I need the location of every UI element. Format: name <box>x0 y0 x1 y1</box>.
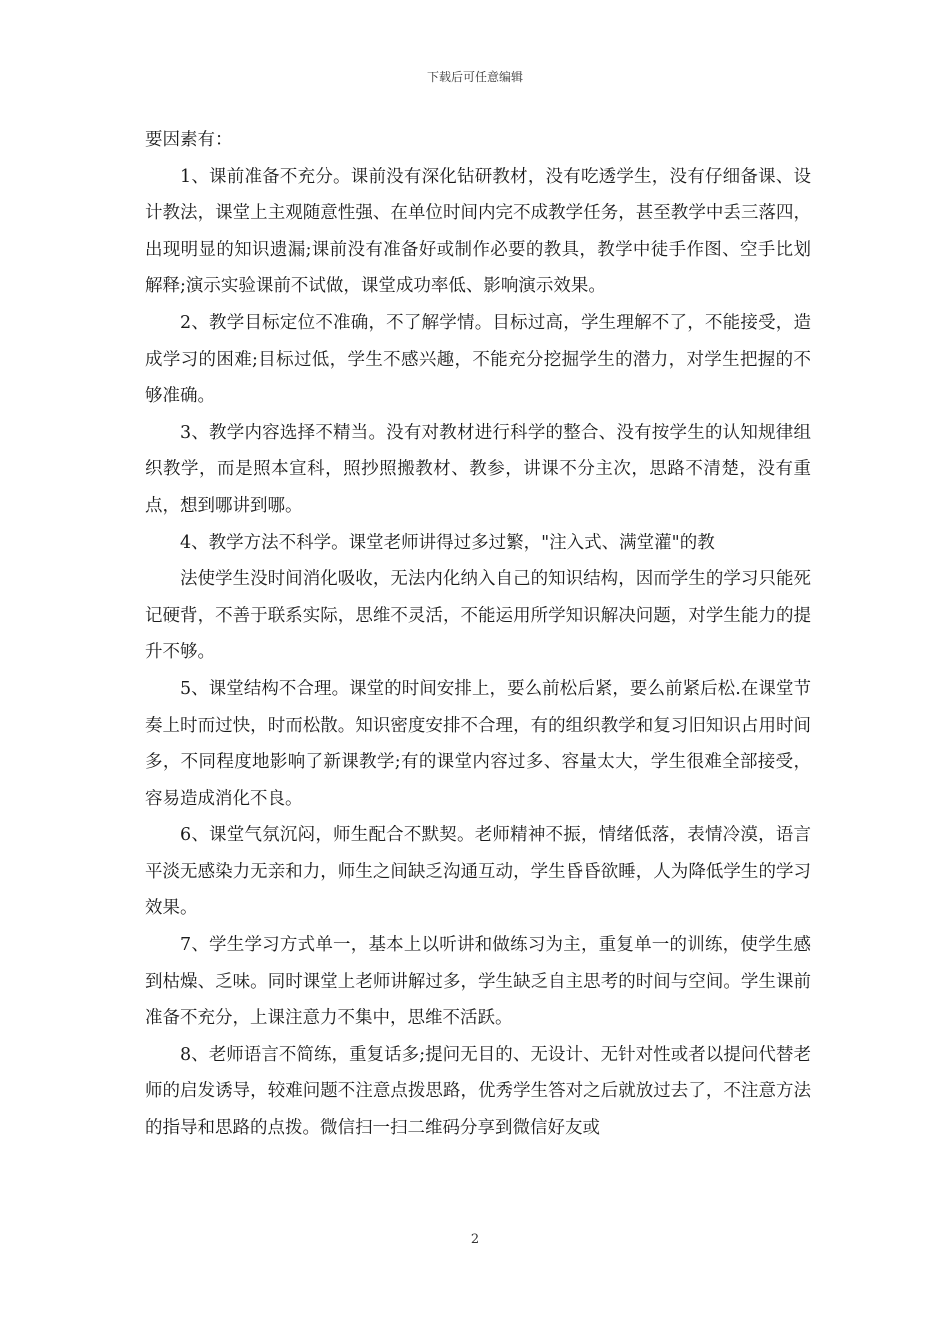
paragraph-2: 2、教学目标定位不准确，不了解学情。目标过高，学生理解不了，不能接受，造成学习的困难;目标过低，学生不感兴趣，不能充分挖掘学生的潜力，对学生把握的不够准确。 <box>145 312 811 407</box>
paragraph-8: 8、老师语言不简练，重复话多;提问无目的、无设计、无针对性或者以提问代替老师的启发诱导，较难问题不注意点拨思路，优秀学生答对之后就放过去了，不注意方法的指导和思路的点拨。微信扫一扫二维码分享到微信好友或 <box>145 1044 811 1139</box>
page-number: 2 <box>470 1232 480 1247</box>
paragraph-4-continued: 法使学生没时间消化吸收，无法内化纳入自己的知识结构，因而学生的学习只能死记硬背，不善于联系实际，思维不灵活，不能运用所学知识解决问题，对学生能力的提升不够。 <box>145 569 811 663</box>
paragraph-6: 6、课堂气氛沉闷，师生配合不默契。老师精神不振，情绪低落，表情冷漠，语言平淡无感染力无亲和力，师生之间缺乏沟通互动，学生昏昏欲睡，人为降低学生的学习效果。 <box>145 825 811 919</box>
paragraph-1: 1、课前准备不充分。课前没有深化钻研教材，没有吃透学生，没有仔细备课、设计教法，课堂上主观随意性强、在单位时间内完不成教学任务，甚至教学中丢三落四，出现明显的知识遗漏;课前没有准备好或制作必要的教具，教学中徒手作图、空手比划解释;演示实验课前不试做，课堂成功率低、影响演示效果。 <box>145 166 811 297</box>
page-header: 下载后可任意编辑 <box>426 70 523 84</box>
paragraph-7: 7、学生学习方式单一，基本上以听讲和做练习为主，重复单一的训练，使学生感到枯燥、乏味。同时课堂上老师讲解过多，学生缺乏自主思考的时间与空间。学生课前准备不充分，上课注意力不集中，思维不活跃。 <box>145 935 811 1029</box>
paragraph-4: 4、教学方法不科学。课堂老师讲得过多过繁，"注入式、满堂灌"的教 <box>180 532 715 553</box>
paragraph-3: 3、教学内容选择不精当。没有对教材进行科学的整合、没有按学生的认知规律组织教学，而是照本宣科，照抄照搬教材、教参，讲课不分主次，思路不清楚，没有重点，想到哪讲到哪。 <box>145 422 811 516</box>
document-body <box>145 122 811 1147</box>
intro-line: 要因素有： <box>145 130 233 150</box>
paragraph-5: 5、课堂结构不合理。课堂的时间安排上，要么前松后紧，要么前紧后松.在课堂节奏上时而过快，时而松散。知识密度安排不合理，有的组织教学和复习旧知识占用时间多，不同程度地影响了新课教学;有的课堂内容过多、容量太大，学生很难全部接受，容易造成消化不良。 <box>145 678 811 809</box>
